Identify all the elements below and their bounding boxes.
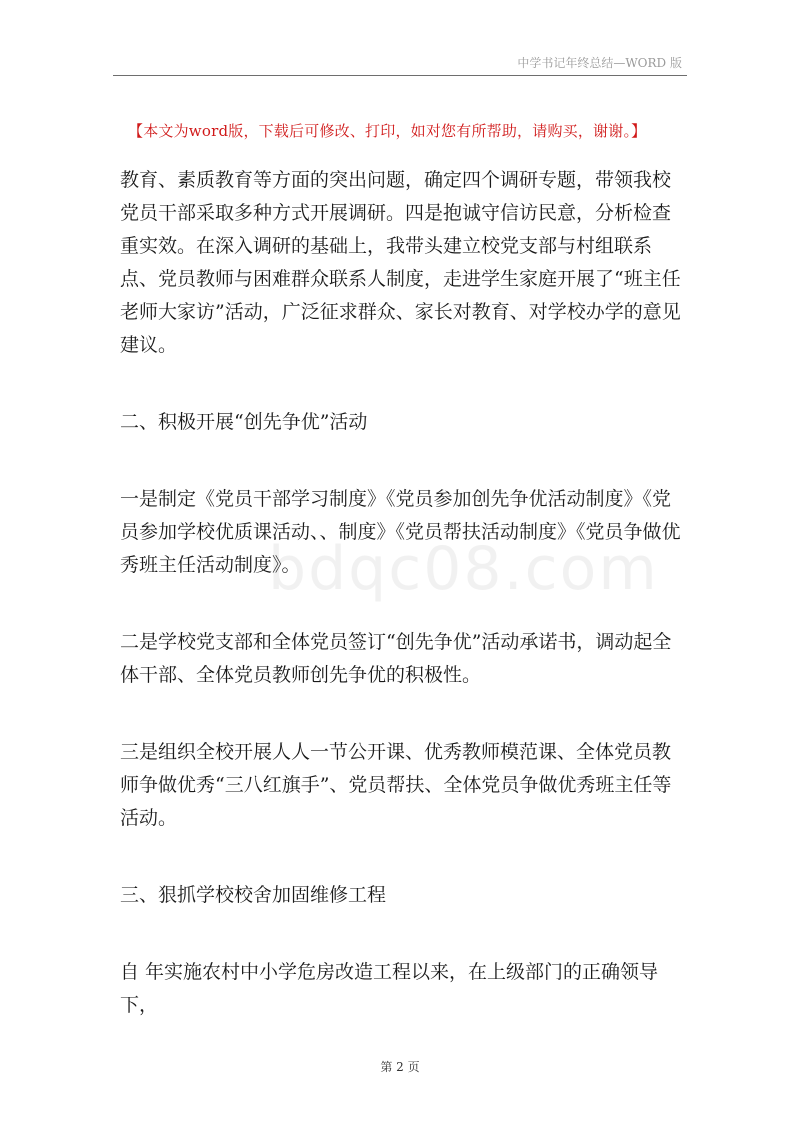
body-paragraph: 一是制定《党员干部学习制度》《党员参加创先争优活动制度》《党员参加学校优质课活动、、制度》《党员帮扶活动制度》《党员争做优秀班主任活动制度》。 (120, 488, 681, 576)
section-heading: 三、狠抓学校校舍加固维修工程 (120, 884, 387, 906)
body-paragraph: 三是组织全校开展人人一节公开课、优秀教师模范课、全体党员教师争做优秀“三八红旗手”、党员帮扶、全体党员争做优秀班主任等活动。 (120, 741, 672, 829)
page-number: 第 2 页 (380, 1060, 420, 1074)
download-notice: 【本文为word版，下载后可修改、打印，如对您有所帮助，请购买，谢谢。】 (128, 122, 647, 140)
body-paragraph: 教育、素质教育等方面的突出问题，确定四个调研专题，带领我校党员干部采取多种方式开展调研。四是抱诚守信访民意，分析检查重实效。在深入调研的基础上，我带头建立校党支部与村组联系点、党员教师与困难群众联系人制度，走进学生家庭开展了“班主任老师大家访”活动，广泛征求群众、家长对教育、对学校办学的意见建议。 (120, 169, 681, 356)
document-body (120, 164, 686, 1066)
body-paragraph: 二是学校党支部和全体党员签订“创先争优”活动承诺书，调动起全体干部、全体党员教师创先争优的积极性。 (120, 631, 672, 686)
header-divider (113, 75, 687, 76)
body-paragraph: 自 年实施农村中小学危房改造工程以来，在上级部门的正确领导下， (120, 961, 659, 1016)
watermark-text: bdqc08.com (268, 534, 659, 604)
section-heading: 二、积极开展“创先争优”活动 (120, 411, 368, 433)
document-header-title: 中学书记年终总结—WORD 版 (517, 56, 682, 70)
